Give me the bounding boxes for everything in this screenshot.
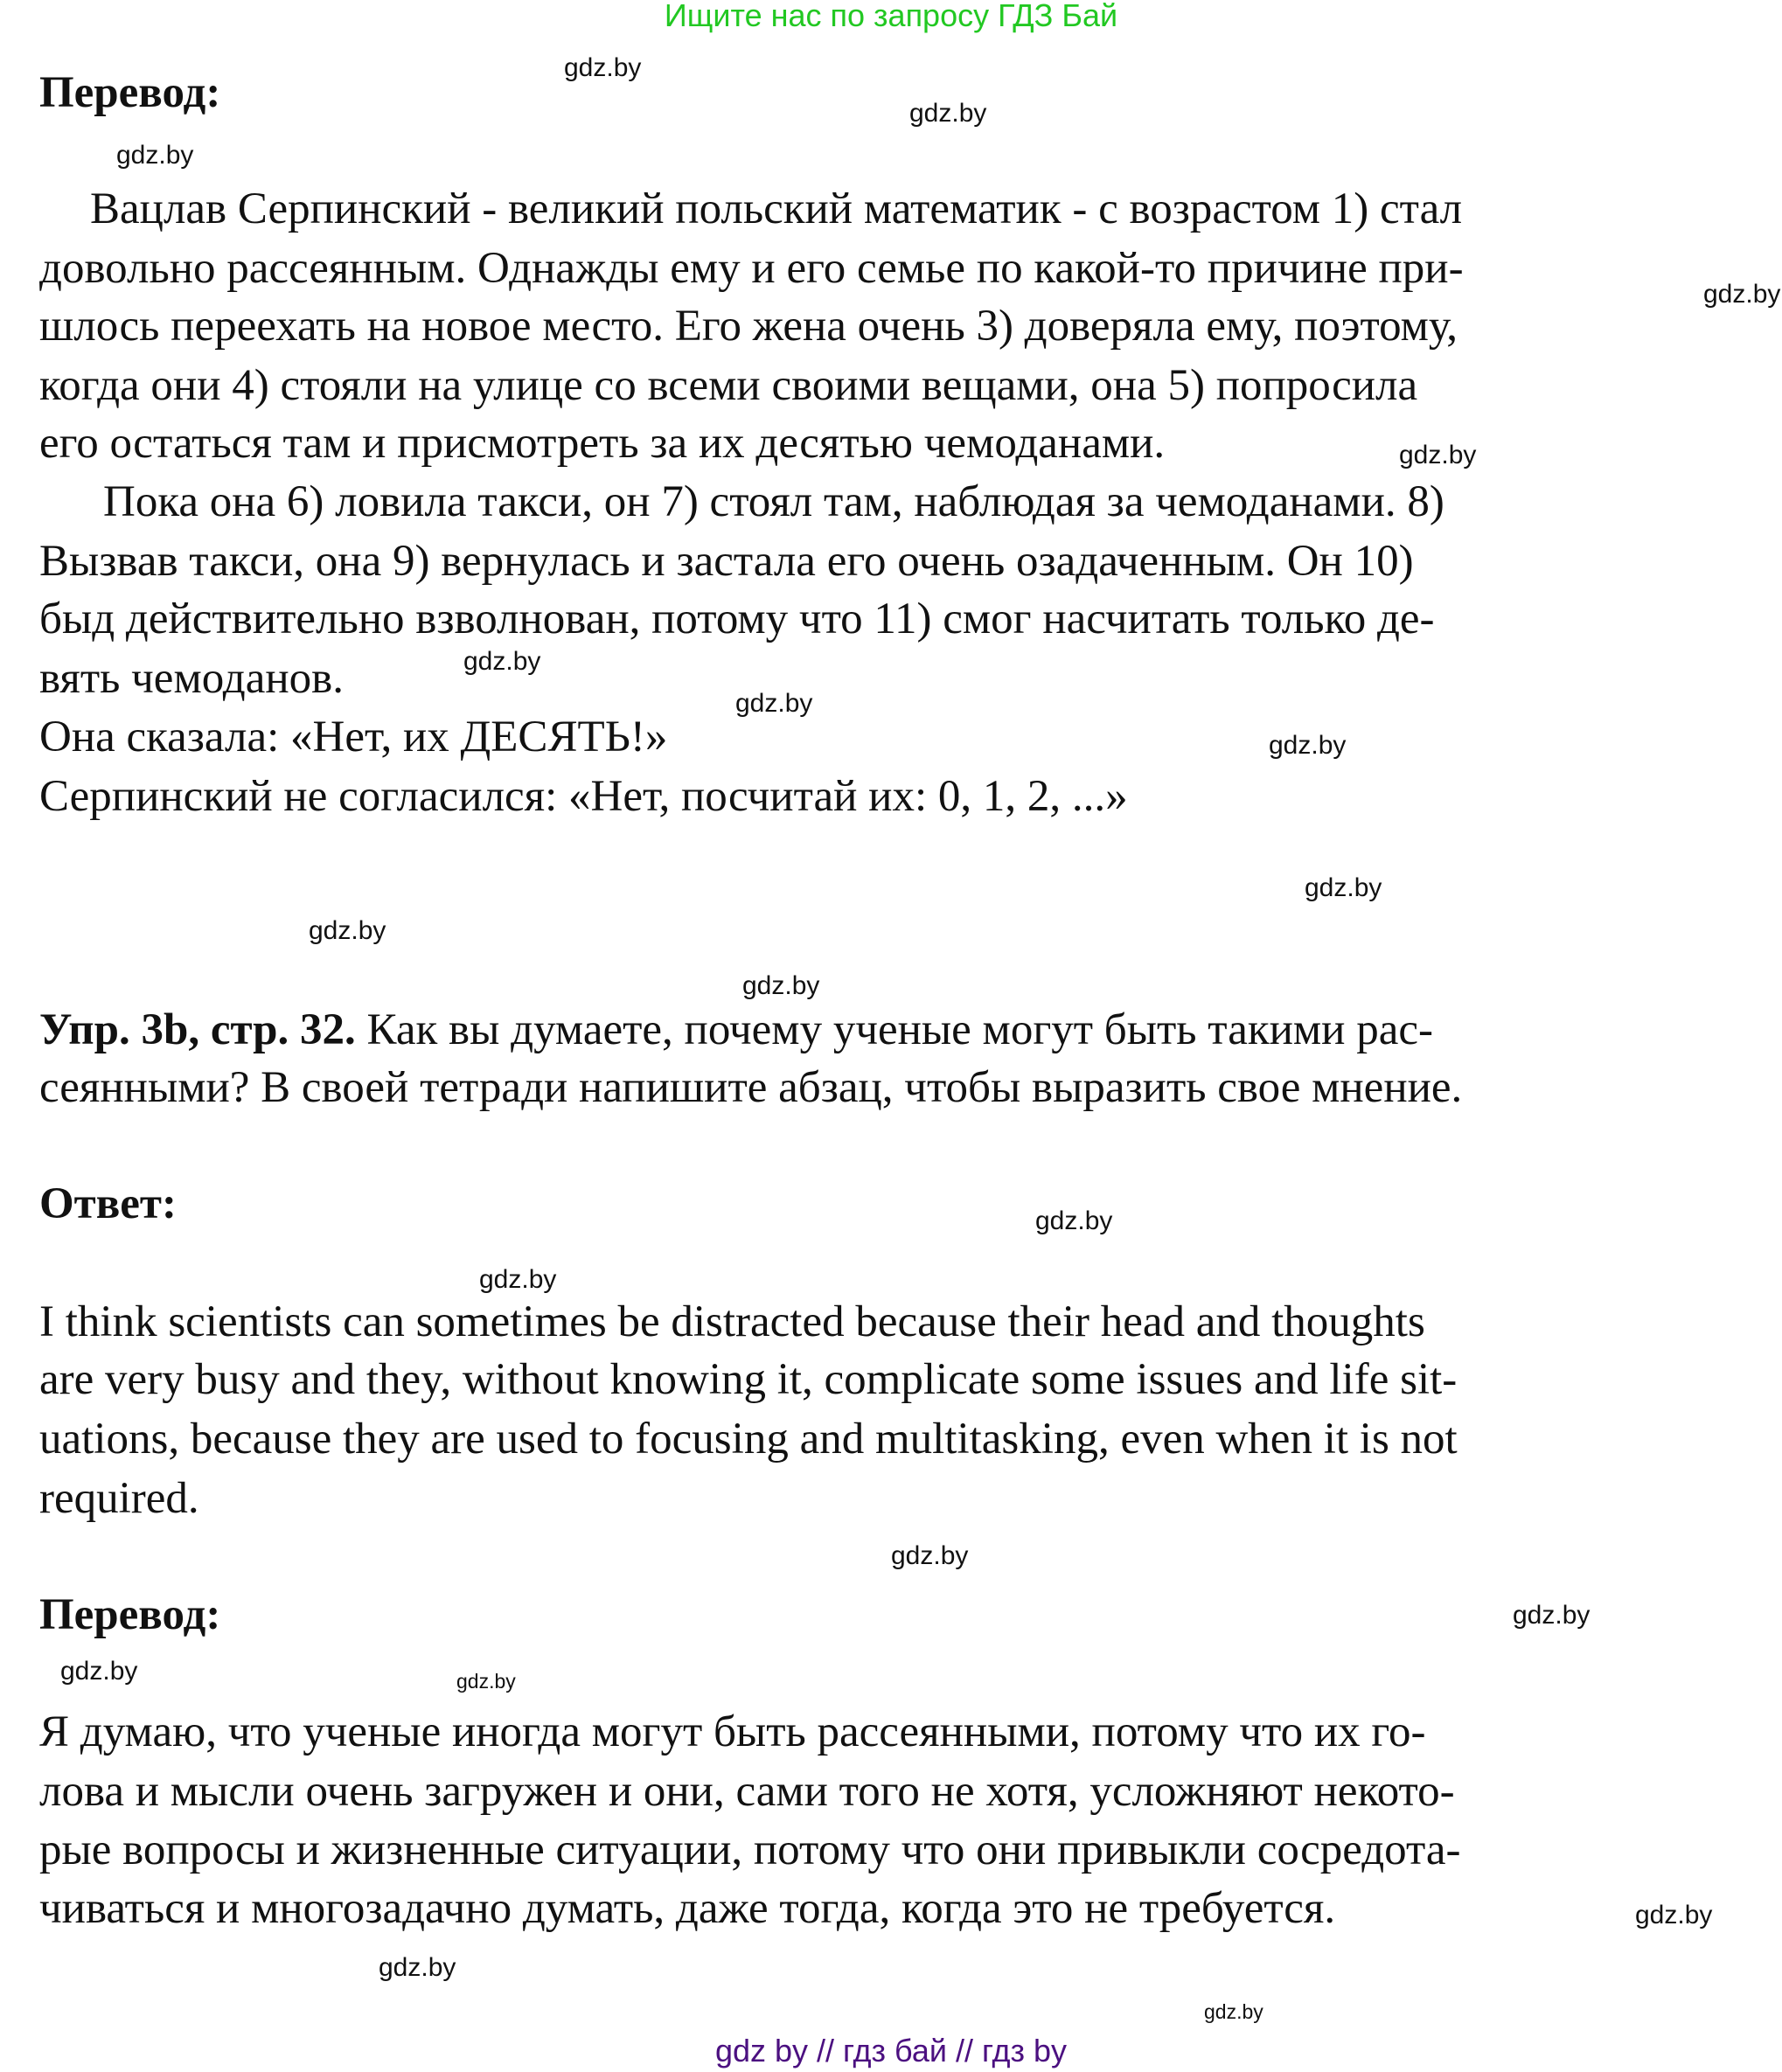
text-line: Она сказала: «Нет, их ДЕСЯТЬ!»: [39, 713, 668, 761]
text-line: Пока она 6) ловила такси, он 7) стоял там, наблюдая за чемоданами. 8): [103, 477, 1444, 526]
watermark: gdz.by: [479, 1265, 557, 1294]
exercise-line: [39, 1004, 1433, 1056]
exercise-text: Как вы думаете, почему ученые могут быть такими рас-: [355, 1005, 1433, 1054]
text-line: его остаться там и присмотреть за их десятью чемоданами.: [39, 419, 1166, 468]
text-line: Серпинский не согласился: «Нет, посчитай их: 0, 1, 2, ...»: [39, 772, 1128, 821]
translation-line: лова и мысли очень загружен и они, сами того не хотя, усложняют некото-: [39, 1767, 1455, 1816]
watermark: gdz.by: [1399, 441, 1477, 469]
section-heading-translation-2: Перевод:: [39, 1590, 221, 1639]
watermark: gdz.by: [116, 141, 194, 170]
text-line: вять чемоданов.: [39, 654, 344, 703]
watermark: gdz.by: [1635, 1901, 1713, 1929]
watermark: gdz.by: [1204, 2000, 1263, 2023]
answer-line: I think scientists can sometimes be distracted because their head and thoughts: [39, 1297, 1425, 1346]
section-heading-answer: Ответ:: [39, 1179, 177, 1228]
translation-line: Я думаю, что ученые иногда могут быть рассеянными, потому что их го-: [39, 1707, 1426, 1756]
search-banner[interactable]: Ищите нас по запросу ГДЗ Бай: [664, 0, 1118, 33]
answer-line: required.: [39, 1474, 199, 1523]
watermark: gdz.by: [456, 1670, 516, 1693]
exercise-line: сеянными? В своей тетради напишите абзац, чтобы выразить свое мнение.: [39, 1063, 1463, 1112]
watermark: gdz.by: [735, 689, 813, 718]
watermark: gdz.by: [909, 99, 987, 128]
translation-line: рые вопросы и жизненные ситуации, потому что они привыкли сосредота-: [39, 1825, 1461, 1874]
watermark: gdz.by: [379, 1953, 456, 1982]
text-line: довольно рассеянным. Однажды ему и его семье по какой-то причине при-: [39, 244, 1464, 293]
translation-line: чиваться и многозадачно думать, даже тогда, когда это не требуется.: [39, 1884, 1336, 1933]
answer-line: are very busy and they, without knowing it, complicate some issues and life sit-: [39, 1355, 1458, 1404]
watermark: gdz.by: [564, 53, 642, 82]
watermark: gdz.by: [463, 647, 541, 676]
watermark: gdz.by: [1305, 873, 1382, 902]
watermark: gdz.by: [60, 1657, 138, 1686]
watermark: gdz.by: [1035, 1206, 1113, 1235]
watermark: gdz.by: [742, 971, 820, 1000]
watermark: gdz.by: [1703, 280, 1781, 309]
text-line: шлось переехать на новое место. Его жена очень 3) доверяла ему, поэтому,: [39, 302, 1458, 351]
answer-line: uations, because they are used to focusing and multitasking, even when it is not: [39, 1415, 1458, 1464]
text-line: когда они 4) стояли на улице со всеми своими вещами, она 5) попросила: [39, 361, 1418, 410]
text-line: Вацлав Серпинский - великий польский математик - с возрастом 1) стал: [90, 184, 1463, 233]
exercise-label: Упр. 3b, стр. 32.: [39, 1005, 356, 1054]
watermark: gdz.by: [1513, 1601, 1591, 1630]
watermark: gdz.by: [309, 916, 386, 945]
section-heading-translation: Перевод:: [39, 68, 221, 117]
text-line: быд действительно взволнован, потому что 11) смог насчитать только де-: [39, 594, 1435, 643]
watermark: gdz.by: [891, 1541, 969, 1570]
text-line: Вызвав такси, она 9) вернулась и застала его очень озадаченным. Он 10): [39, 537, 1414, 586]
footer-links[interactable]: gdz by // гдз бай // гдз by: [714, 2033, 1068, 2069]
watermark: gdz.by: [1269, 731, 1347, 760]
